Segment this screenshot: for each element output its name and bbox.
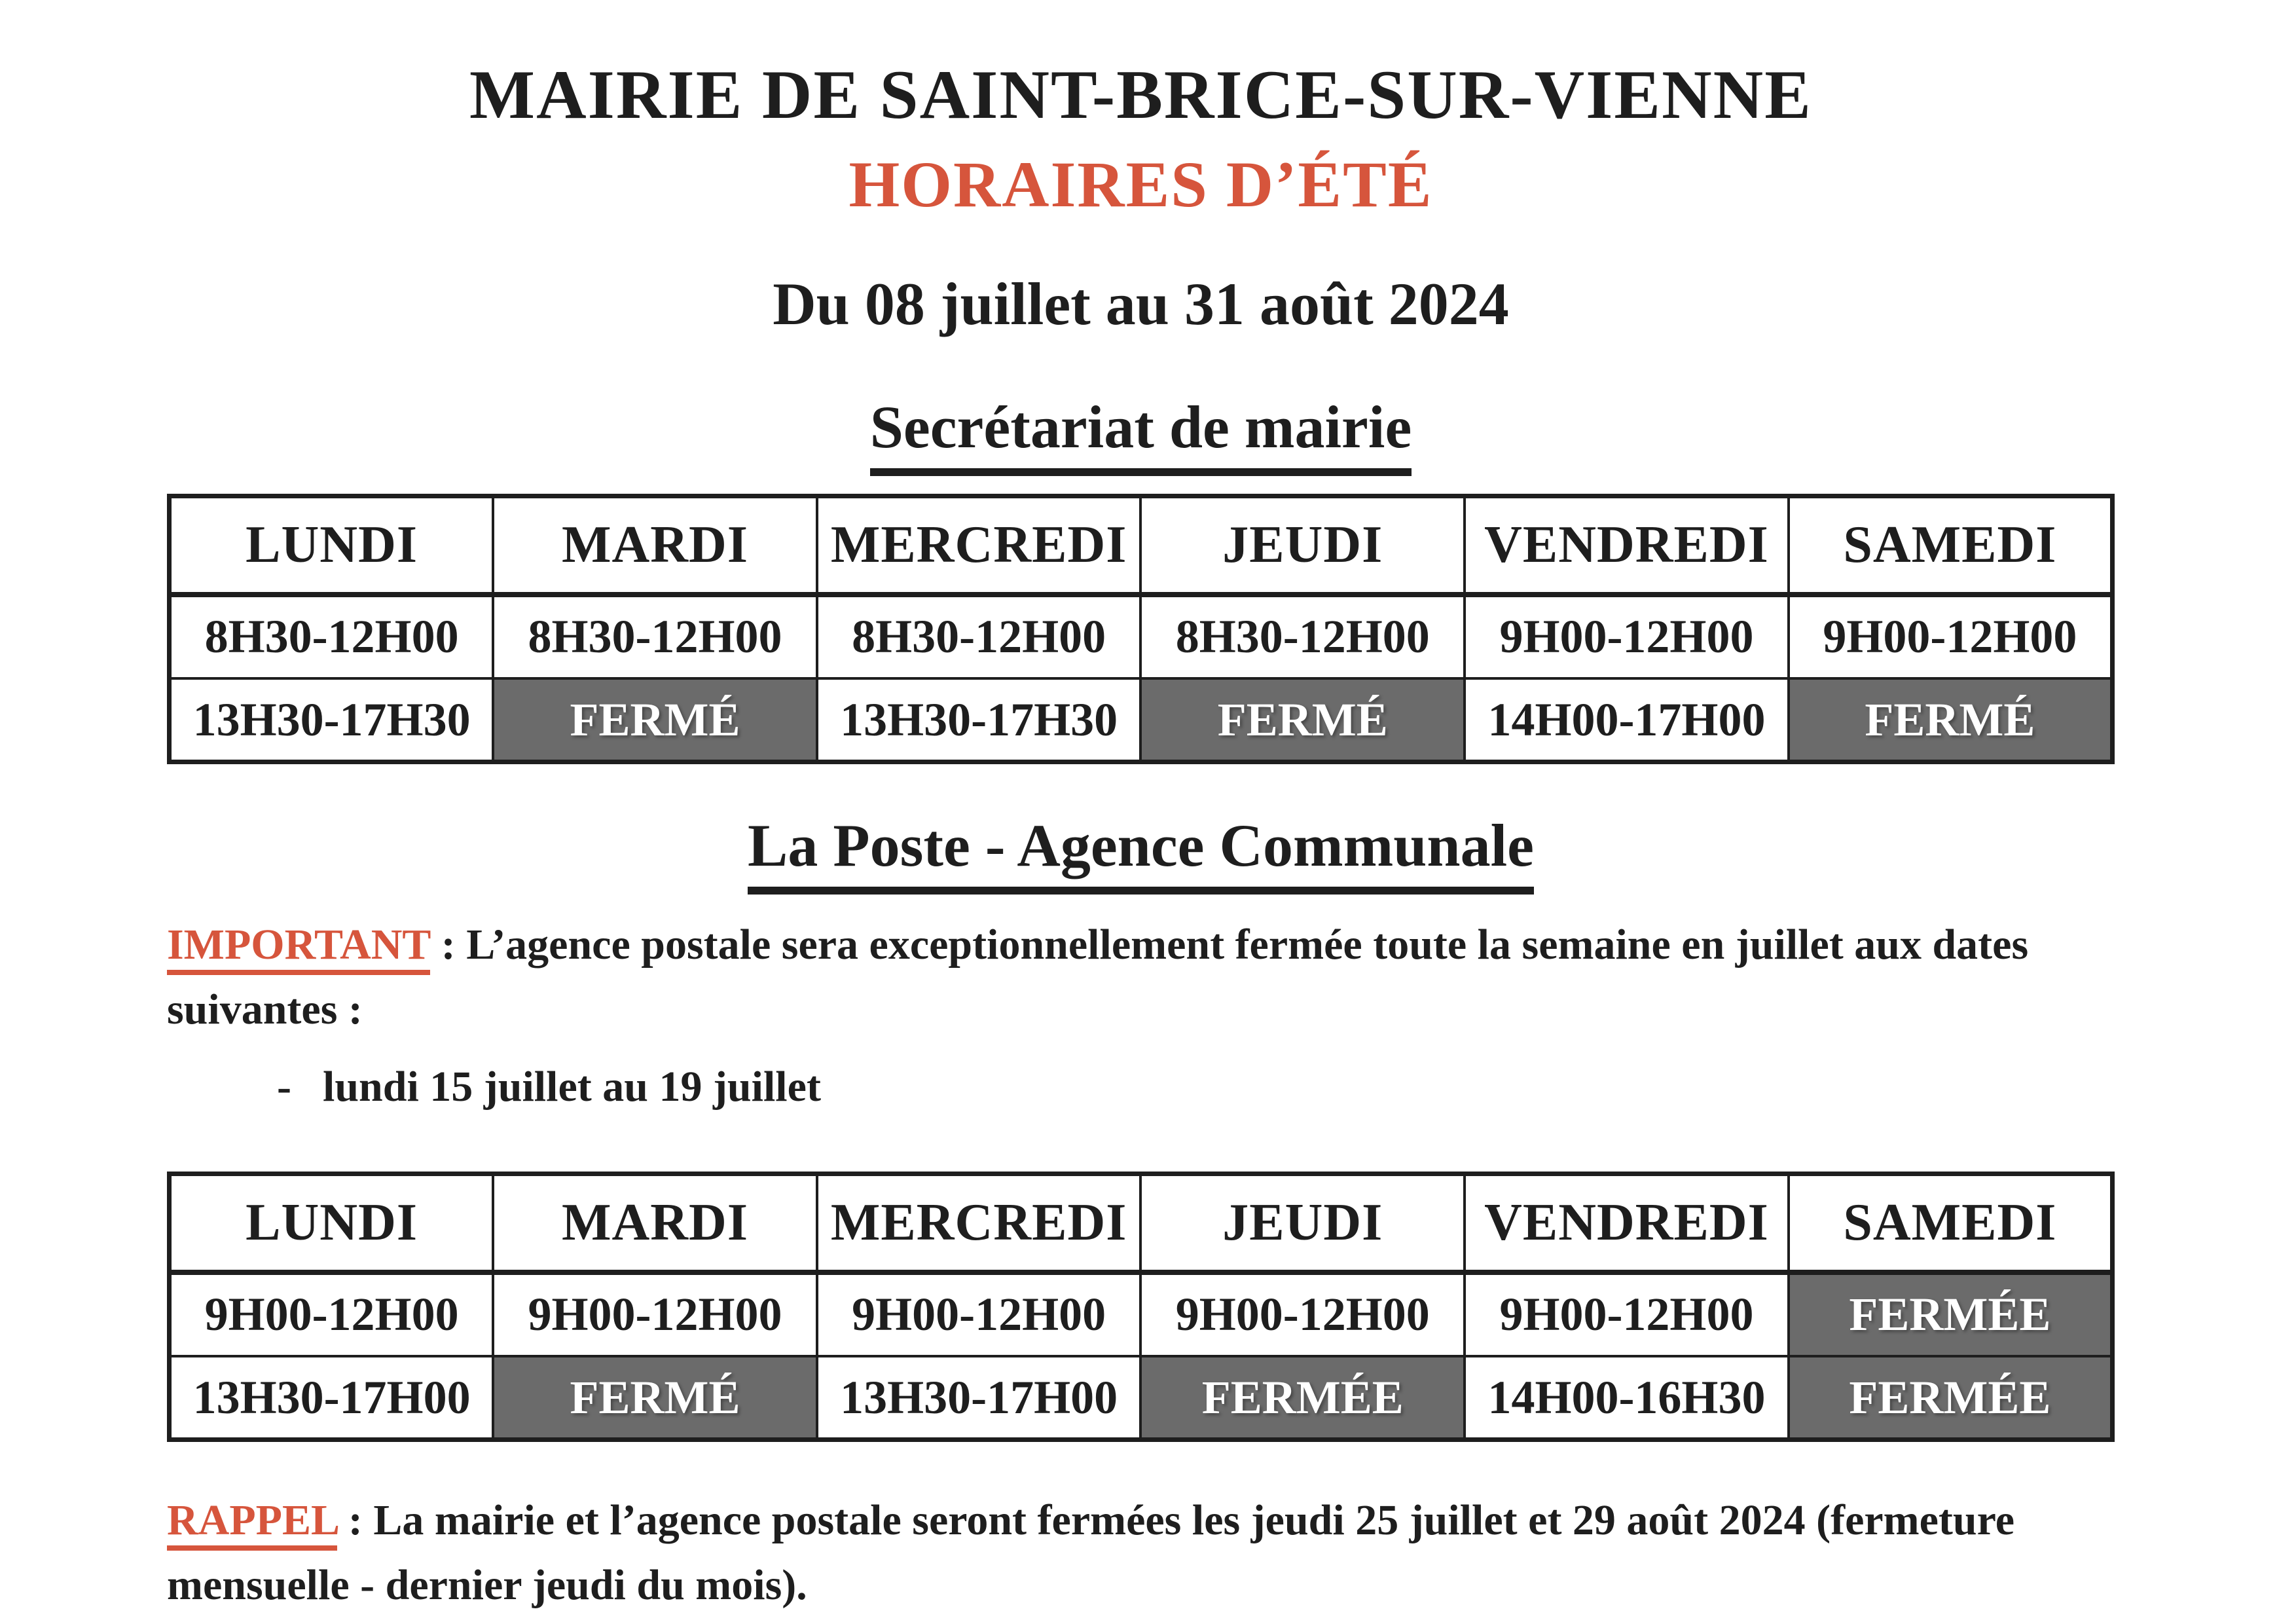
schedule-cell: 8H30-12H00 — [817, 595, 1141, 678]
table-row — [170, 1356, 2113, 1440]
schedule-cell: FERMÉE — [1789, 1356, 2113, 1440]
schedule-cell: 8H30-12H00 — [170, 595, 494, 678]
day-header: VENDREDI — [1465, 496, 1789, 595]
schedule-cell: 13H30-17H30 — [170, 678, 494, 762]
mairie-schedule-table — [167, 494, 2115, 764]
schedule-cell: 9H00-12H00 — [1465, 595, 1789, 678]
schedule-cell: 13H30-17H30 — [817, 678, 1141, 762]
schedule-cell: 13H30-17H00 — [817, 1356, 1141, 1440]
schedule-cell: FERMÉE — [1789, 1272, 2113, 1356]
day-header: MARDI — [493, 1174, 817, 1272]
poste-schedule-table — [167, 1172, 2115, 1442]
poste-table-header-row — [170, 1174, 2113, 1272]
schedule-cell: 9H00-12H00 — [1465, 1272, 1789, 1356]
day-header: JEUDI — [1140, 1174, 1465, 1272]
schedule-cell: 9H00-12H00 — [817, 1272, 1141, 1356]
schedule-cell: 8H30-12H00 — [493, 595, 817, 678]
section-heading-poste-text: La Poste - Agence Communale — [748, 812, 1534, 895]
bullet-text: lundi 15 juillet au 19 juillet — [322, 1063, 821, 1111]
schedule-cell: 9H00-12H00 — [1789, 595, 2113, 678]
page-subtitle: HORAIRES D’ÉTÉ — [848, 148, 1433, 221]
important-text: : L’agence postale sera exceptionnellement fermée toute la semaine en juillet aux dates suivantes : — [167, 921, 2029, 1034]
schedule-cell: 14H00-17H00 — [1465, 678, 1789, 762]
spacer — [167, 764, 2115, 815]
spacer — [167, 1115, 2115, 1172]
table-row — [170, 1272, 2113, 1356]
rappel-note — [167, 1488, 2115, 1617]
section-heading-mairie-text: Secrétariat de mairie — [870, 394, 1412, 476]
day-header: SAMEDI — [1789, 1174, 2113, 1272]
important-note — [167, 912, 2115, 1042]
schedule-cell: FERMÉ — [1140, 678, 1465, 762]
day-header: MERCREDI — [817, 496, 1141, 595]
rappel-label: RAPPEL — [167, 1496, 337, 1551]
schedule-cell: 14H00-16H30 — [1465, 1356, 1789, 1440]
day-header: MARDI — [493, 496, 817, 595]
schedule-cell: 9H00-12H00 — [493, 1272, 817, 1356]
table-row — [170, 678, 2113, 762]
schedule-cell: FERMÉE — [1140, 1356, 1465, 1440]
date-range: Du 08 juillet au 31 août 2024 — [773, 270, 1509, 338]
day-header: JEUDI — [1140, 496, 1465, 595]
day-header: LUNDI — [170, 1174, 494, 1272]
schedule-cell: 9H00-12H00 — [170, 1272, 494, 1356]
section-heading-poste — [167, 812, 2115, 879]
section-heading-mairie — [167, 394, 2115, 461]
day-header: MERCREDI — [817, 1174, 1141, 1272]
schedule-cell: 8H30-12H00 — [1140, 595, 1465, 678]
day-header: SAMEDI — [1789, 496, 2113, 595]
table-row — [170, 595, 2113, 678]
day-header: LUNDI — [170, 496, 494, 595]
bullet-dash: - — [277, 1063, 291, 1111]
schedule-cell: FERMÉ — [493, 1356, 817, 1440]
day-header: VENDREDI — [1465, 1174, 1789, 1272]
schedule-cell: 9H00-12H00 — [1140, 1272, 1465, 1356]
important-bullet-item — [277, 1059, 2115, 1115]
schedule-cell: FERMÉ — [1789, 678, 2113, 762]
mairie-table-header-row — [170, 496, 2113, 595]
schedule-cell: FERMÉ — [493, 678, 817, 762]
schedule-cell: 13H30-17H00 — [170, 1356, 494, 1440]
page-title: MAIRIE DE SAINT-BRICE-SUR-VIENNE — [469, 56, 1812, 133]
important-label: IMPORTANT — [167, 921, 430, 975]
rappel-text: : La mairie et l’agence postale seront fermées les jeudi 25 juillet et 29 août 2024 (fermeture mensuelle - dernier jeudi du mois). — [167, 1496, 2015, 1610]
